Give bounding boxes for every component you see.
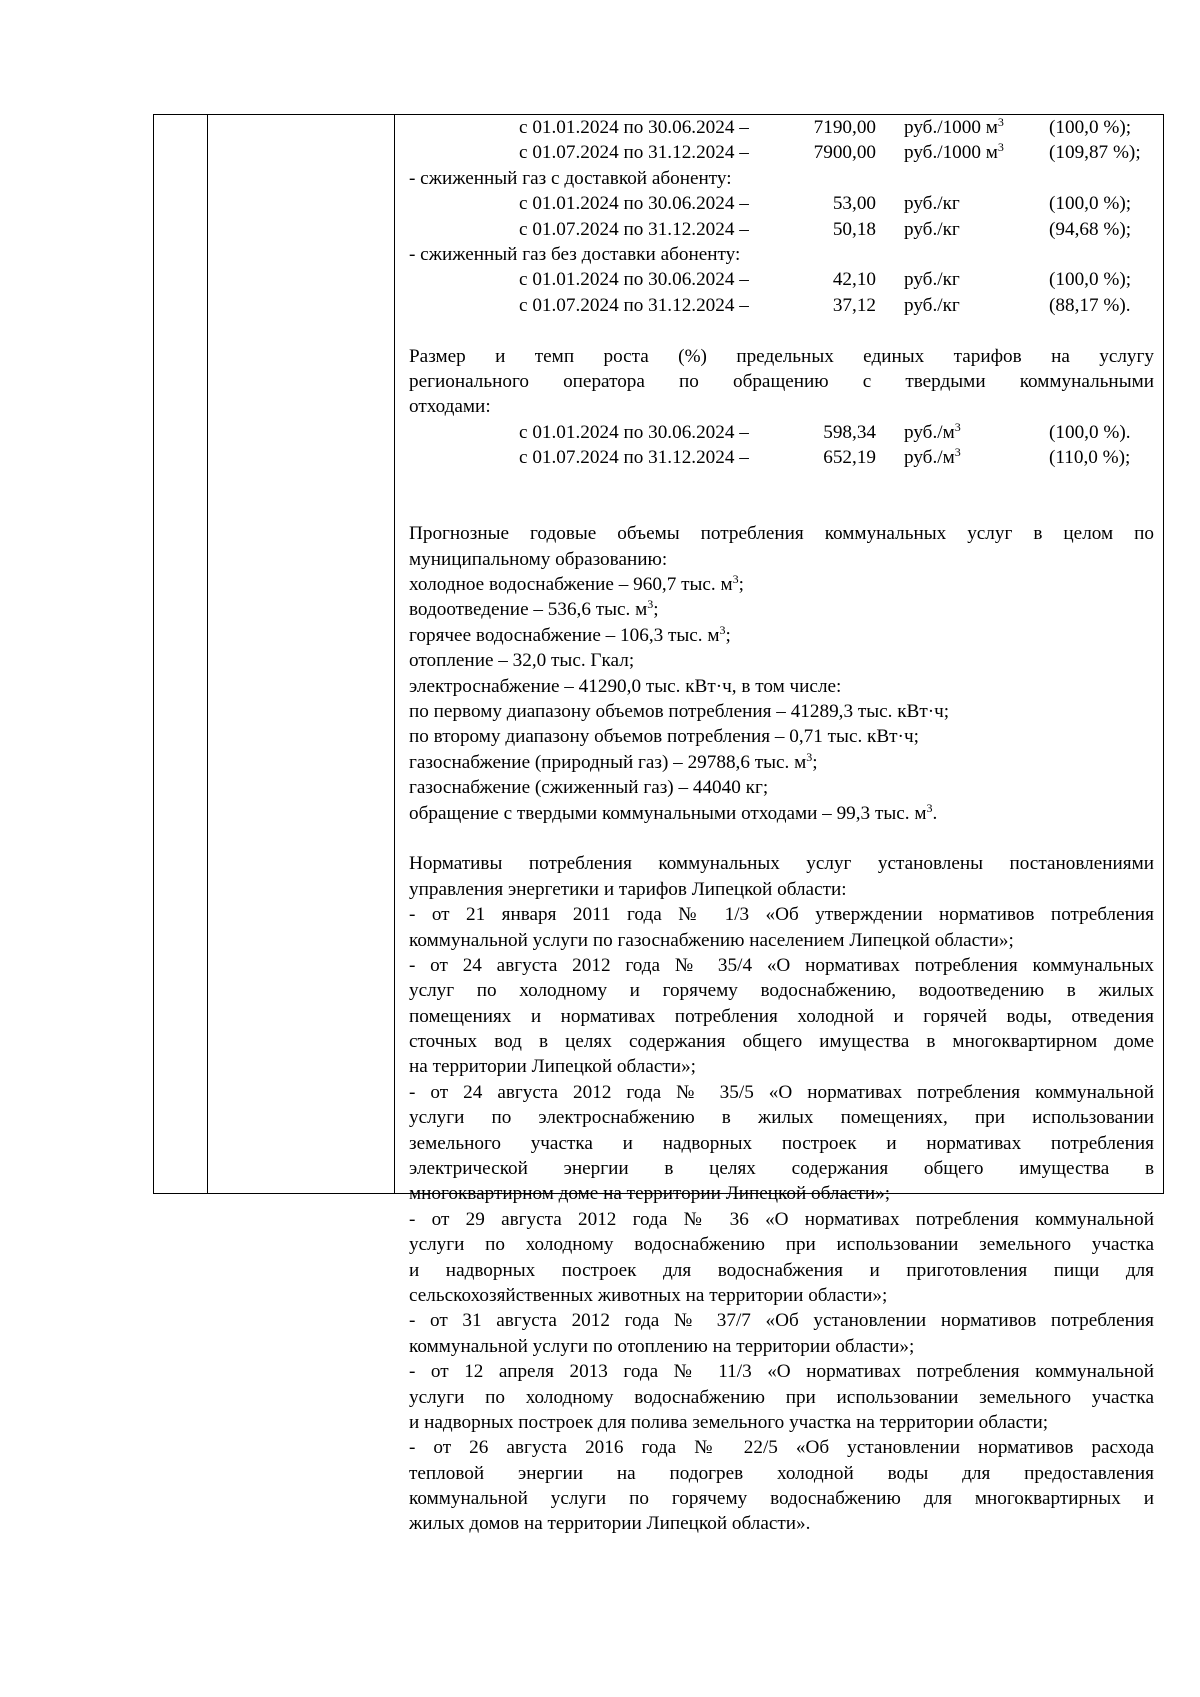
volume-item: по второму диапазону объемов потребления – 0,71 тыс. кВт·ч; xyxy=(409,726,919,748)
norms-line: многоквартирном доме на территории Липецкой области»; xyxy=(409,1183,891,1205)
rate-row-gas-2: с 01.07.2024 по 31.12.2024 – 7900,00 руб./1000 $м^3$ (109,87 %); xyxy=(519,140,1141,164)
norms-line: услуги по холодному водоснабжению при использовании земельного участка xyxy=(409,1386,1154,1408)
norms-line: - от 26 августа 2016 года № 22/5 «Об установлении нормативов расхода xyxy=(409,1437,1154,1459)
spacer xyxy=(409,826,1154,851)
volume-item: отопление – 32,0 тыс. Гкал; xyxy=(409,650,635,672)
norms-line: земельного участка и надворных построек и нормативах потребления xyxy=(409,1132,1154,1154)
norms-line: - от 24 августа 2012 года № 35/4 «О нормативах потребления коммунальных xyxy=(409,954,1154,976)
lpg-nodelivery-heading: - сжиженный газ без доставки абоненту: xyxy=(409,243,741,265)
norms-line: услуги по холодному водоснабжению при использовании земельного участка xyxy=(409,1234,1154,1256)
volumes-intro-line: Прогнозные годовые объемы потребления коммунальных услуг в целом по xyxy=(409,523,1154,545)
rate-row-lpg-nodelivery-2: с 01.07.2024 по 31.12.2024 – 37,12 руб./кг (88,17 %). xyxy=(519,294,1131,316)
norms-line: коммунальной услуги по отоплению на территории области»; xyxy=(409,1335,915,1357)
norms-line: и надворных построек для водоснабжения и приготовления пищи для xyxy=(409,1259,1154,1281)
norms-line: услуг по холодному и горячему водоснабжению, водоотведению в жилых xyxy=(409,980,1154,1002)
norms-line: услуги по электроснабжению в жилых помещениях, при использовании xyxy=(409,1107,1154,1129)
volume-item: электроснабжение – 41290,0 тыс. кВт·ч, в том числе: xyxy=(409,675,842,697)
volumes-intro-line: муниципальному образованию: xyxy=(409,548,668,570)
norms-line: жилых домов на территории Липецкой области». xyxy=(409,1513,811,1535)
spacer xyxy=(409,470,1154,495)
norms-line: - от 31 августа 2012 года № 37/7 «Об установлении нормативов потребления xyxy=(409,1310,1154,1332)
norms-line: управления энергетики и тарифов Липецкой области: xyxy=(409,878,847,900)
rate-row-gas-1: с 01.01.2024 по 30.06.2024 – 7190,00 руб./1000 $м^3$ (100,0 %); xyxy=(519,115,1132,138)
rate-row-lpg-nodelivery-1: с 01.01.2024 по 30.06.2024 – 42,10 руб./кг (100,0 %); xyxy=(519,269,1132,291)
volume-item: газоснабжение (сжиженный газ) – 44040 кг; xyxy=(409,777,769,799)
norms-line: помещениях и нормативах потребления холодной и горячей воды, отведения xyxy=(409,1005,1154,1027)
waste-intro-line: Размер и темп роста (%) предельных единых тарифов на услугу xyxy=(409,345,1154,367)
rate-row-waste-2: с 01.07.2024 по 31.12.2024 – 652,19 $руб./м^3$ (110,0 %); xyxy=(519,445,1131,469)
volume-item: газоснабжение (природный газ) – 29788,6 тыс. $м^3$; xyxy=(409,749,818,773)
spacer xyxy=(409,318,1154,343)
norms-line: и надворных построек для полива земельного участка на территории области; xyxy=(409,1411,1049,1433)
waste-intro-line: регионального оператора по обращению с твердыми коммунальными xyxy=(409,370,1154,392)
volume-item: холодное водоснабжение – 960,7 тыс. $м^3$; xyxy=(409,572,744,596)
norms-line: - от 12 апреля 2013 года № 11/3 «О нормативах потребления коммунальной xyxy=(409,1361,1154,1383)
lpg-delivery-heading: - сжиженный газ с доставкой абоненту: xyxy=(409,167,732,189)
rate-row-lpg-delivery-1: с 01.01.2024 по 30.06.2024 – 53,00 руб./кг (100,0 %); xyxy=(519,193,1132,215)
document-table xyxy=(153,114,1164,1535)
norms-line: - от 21 января 2011 года № 1/3 «Об утверждении нормативов потребления xyxy=(409,904,1154,926)
content-cell xyxy=(409,115,1154,1537)
column-divider xyxy=(207,115,208,1193)
norms-line: сельскохозяйственных животных на территории области»; xyxy=(409,1284,888,1306)
spacer xyxy=(409,496,1154,521)
norms-line: - от 29 августа 2012 года № 36 «О нормативах потребления коммунальной xyxy=(409,1208,1154,1230)
norms-line: сточных вод в целях содержания общего имущества в многоквартирном доме xyxy=(409,1031,1154,1053)
norms-line: коммунальной услуги по горячему водоснабжению для многоквартирных и xyxy=(409,1488,1154,1510)
volume-item: по первому диапазону объемов потребления – 41289,3 тыс. кВт·ч; xyxy=(409,700,950,722)
waste-intro-line: отходами: xyxy=(409,396,491,418)
column-divider xyxy=(394,115,395,1193)
norms-line: электрической энергии в целях содержания общего имущества в xyxy=(409,1158,1154,1180)
rate-row-lpg-delivery-2: с 01.07.2024 по 31.12.2024 – 50,18 руб./кг (94,68 %); xyxy=(519,218,1132,240)
volume-item: водоотведение – 536,6 тыс. $м^3$; xyxy=(409,597,659,621)
volume-item: обращение с твердыми коммунальными отходами – 99,3 тыс. $м^3$. xyxy=(409,800,938,824)
norms-line: тепловой энергии на подогрев холодной воды для предоставления xyxy=(409,1462,1154,1484)
norms-line: Нормативы потребления коммунальных услуг установлены постановлениями xyxy=(409,853,1154,875)
rate-row-waste-1: с 01.01.2024 по 30.06.2024 – 598,34 $руб./м^3$ (100,0 %). xyxy=(519,419,1131,443)
norms-section xyxy=(409,851,1154,1537)
norms-line: - от 24 августа 2012 года № 35/5 «О нормативах потребления коммунальной xyxy=(409,1081,1154,1103)
norms-line: коммунальной услуги по газоснабжению населением Липецкой области»; xyxy=(409,929,1014,951)
norms-line: на территории Липецкой области»; xyxy=(409,1056,696,1078)
volume-item: горячее водоснабжение – 106,3 тыс. $м^3$; xyxy=(409,622,731,646)
